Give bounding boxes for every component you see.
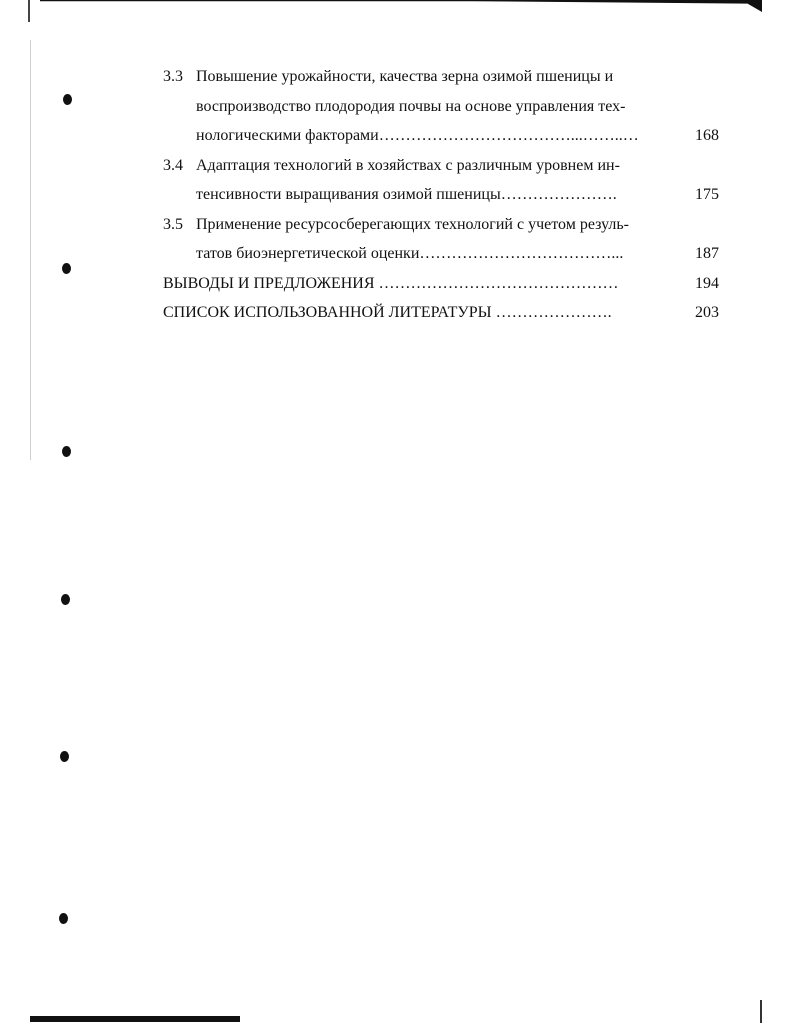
toc-page-number: 168 xyxy=(695,127,719,144)
scan-edge-top-left xyxy=(28,0,30,22)
punch-hole xyxy=(61,594,70,605)
toc-entry-number: 3.5 xyxy=(163,215,183,233)
punch-hole xyxy=(60,751,69,762)
toc-entry-3-3-last xyxy=(163,121,723,151)
table-of-contents xyxy=(163,62,723,328)
toc-entry-3-3 xyxy=(163,62,723,92)
toc-page-number: 203 xyxy=(695,304,719,321)
toc-entry-3-3-continued xyxy=(163,92,723,122)
toc-entry-references xyxy=(163,298,723,328)
toc-page-number: 194 xyxy=(695,274,719,292)
scan-edge-bottom xyxy=(30,1016,240,1022)
toc-page-number: 187 xyxy=(695,245,719,262)
toc-entry-3-5-last xyxy=(163,239,723,269)
toc-entry-text: тенсивности выращивания озимой пшеницы…………………. xyxy=(196,186,617,203)
toc-entry-text: Адаптация технологий в хозяйствах с различным уровнем ин- xyxy=(196,156,620,174)
scan-edge-top xyxy=(40,0,762,12)
punch-hole xyxy=(62,446,71,457)
punch-hole xyxy=(62,263,71,274)
toc-entry-text: Повышение урожайности, качества зерна озимой пшеницы и xyxy=(196,68,614,85)
toc-entry-number: 3.3 xyxy=(163,68,183,85)
scan-edge-left xyxy=(30,40,31,460)
toc-entry-3-5 xyxy=(163,210,723,240)
toc-entry-conclusions xyxy=(163,269,723,299)
toc-entry-3-4-last xyxy=(163,180,723,210)
toc-entry-text: Применение ресурсосберегающих технологий с учетом резуль- xyxy=(196,215,629,233)
toc-page-number: 175 xyxy=(695,186,719,203)
toc-entry-3-4 xyxy=(163,151,723,181)
toc-entry-text: воспроизводство плодородия почвы на основе управления тех- xyxy=(196,97,626,115)
punch-hole xyxy=(63,94,72,105)
toc-entry-title: СПИСОК ИСПОЛЬЗОВАННОЙ ЛИТЕРАТУРЫ …………………. xyxy=(163,304,612,321)
toc-entry-number: 3.4 xyxy=(163,156,183,174)
toc-entry-title: ВЫВОДЫ И ПРЕДЛОЖЕНИЯ ……………………………………… xyxy=(163,274,619,292)
punch-hole xyxy=(59,913,68,924)
scan-edge-right xyxy=(760,1000,762,1023)
toc-entry-text: татов биоэнергетической оценки………………………………... xyxy=(196,245,624,262)
toc-entry-text: нологическими факторами………………………………...……..… xyxy=(196,127,639,144)
